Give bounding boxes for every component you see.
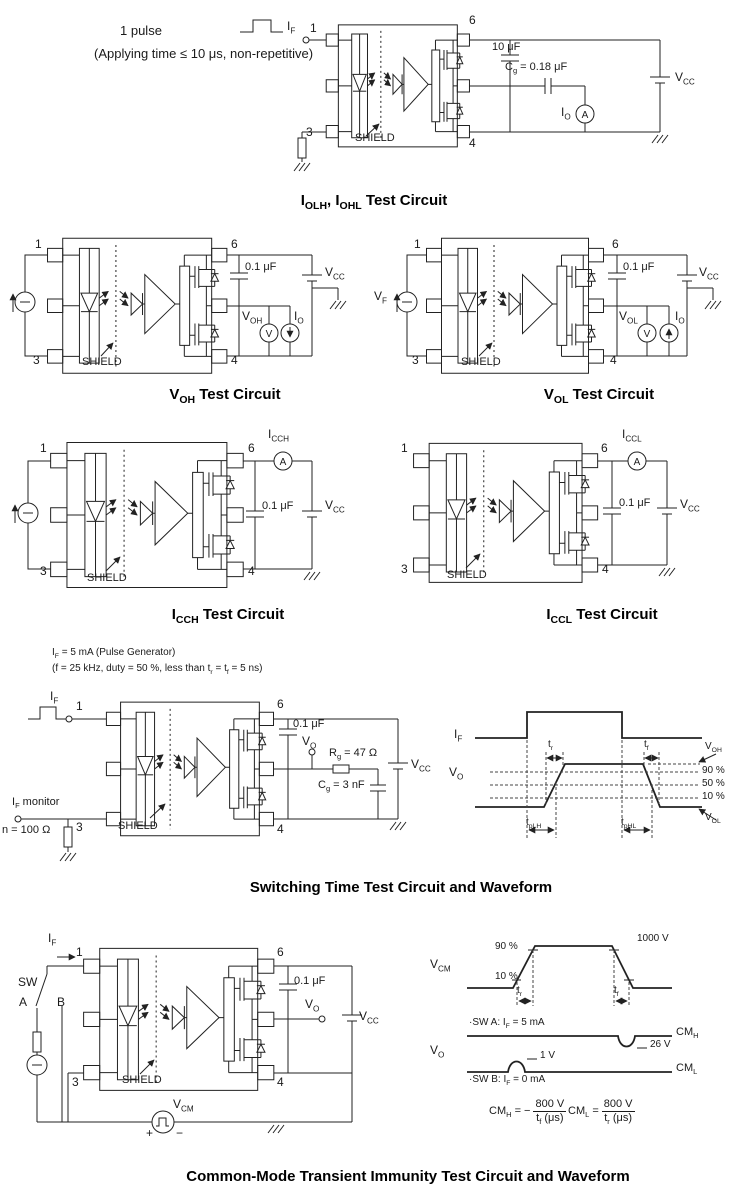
vcc-label: $V_{CC}$ [675, 70, 695, 87]
vol-circuit-drawing [397, 238, 721, 373]
optocoupler-package [414, 443, 598, 582]
condition-line1: $I_F = 5$ mA (Pulse Generator) [52, 647, 176, 660]
v1000-label: 1000 V [637, 933, 669, 944]
cap-01uF-label: 0.1 μF [245, 261, 277, 273]
vcc-battery-icon [677, 255, 697, 356]
ground-icon [652, 135, 668, 143]
pin1-label: 1 [401, 441, 408, 455]
pin3-label: 3 [33, 353, 40, 367]
pin3-label: 3 [401, 562, 408, 576]
if-monitor-terminal-icon [15, 816, 21, 822]
cap-01uF-label: 0.1 μF [623, 261, 655, 273]
pin4-label: 4 [248, 564, 255, 578]
pin6-label: 6 [612, 237, 619, 251]
resistor-icon [33, 1032, 41, 1052]
vol-label: $V_{OL}$ [619, 309, 638, 326]
shield-label: SHIELD [118, 820, 158, 832]
vcc-label: $V_{CC}$ [359, 1009, 379, 1026]
ammeter-letter: A [279, 457, 287, 468]
iccl-caption: $I_{CCL}$ Test Circuit [546, 606, 658, 626]
cap-10uF-label: 10 μF [492, 41, 521, 53]
pin1-label: 1 [310, 21, 317, 35]
if-label: $I_F$ [50, 689, 59, 706]
shield-label: SHIELD [82, 356, 122, 368]
cg-label: $C_g = 3$ nF [318, 779, 365, 794]
optocoupler-package [427, 238, 604, 373]
shield-label: SHIELD [87, 572, 127, 584]
common-mode-caption: Common-Mode Transient Immunity Test Circuit and Waveform [186, 1168, 630, 1185]
pin1-label: 1 [76, 945, 83, 959]
vcm-label: $V_{CM}$ [173, 1097, 194, 1114]
plus-label: + [146, 1126, 154, 1140]
capacitor-01uF-icon [603, 461, 621, 565]
voh-caption: $V_{OH}$ Test Circuit [169, 386, 281, 406]
vf-label: $V_F$ [374, 289, 387, 306]
condition-line2: (f = 25 kHz, duty = 50 %, less than $t_r = t_f = 5$ ns) [52, 663, 263, 676]
sw-a-condition-label: ·SW A: $I_F = 5$ mA [469, 1017, 545, 1030]
pin4-label: 4 [277, 822, 284, 836]
vcc-label: $V_{CC}$ [699, 265, 719, 282]
vcc-battery-icon [302, 255, 322, 356]
ground-icon [294, 163, 310, 171]
shield-label: SHIELD [122, 1074, 162, 1086]
if-label: $I_F$ [48, 931, 57, 948]
tplh-label: $t_{pLH}$ [526, 817, 542, 830]
iccl-label: $I_{CCL}$ [622, 427, 642, 444]
minus-label: − [176, 1126, 184, 1140]
if-label: $I_F$ [287, 19, 296, 36]
sw-b-condition-label: ·SW B: $I_F = 0$ mA [469, 1074, 546, 1087]
shield-pointer-arrow [150, 804, 165, 818]
optocoupler-package [106, 702, 273, 836]
icch-circuit-drawing [15, 443, 322, 588]
pin6-label: 6 [601, 441, 608, 455]
level-50-label: 50 % [702, 778, 725, 789]
cap-01uF-label: 0.1 μF [293, 718, 325, 730]
cmh-label: $CM_H$ [676, 1026, 699, 1041]
vcc-battery-icon [342, 966, 362, 1122]
ground-icon [268, 1125, 284, 1133]
cmh-formula: $CM_H$ = − $\frac{800 V}{t_f (\mu s)}$ [489, 1098, 565, 1126]
wf-if-label: $I_F$ [454, 727, 463, 744]
pulse-note-line2: (Applying time ≤ 10 μs, non-repetitive) [94, 46, 314, 61]
pin6-label: 6 [248, 441, 255, 455]
tphl-label: $t_{pHL}$ [621, 817, 637, 830]
vo-probe-terminal-icon [319, 1016, 325, 1022]
level-90-label: 90 % [702, 765, 725, 776]
tf-label: $t_f$ [614, 985, 619, 998]
level-10-label: 10 % [702, 791, 725, 802]
vcc-label: $V_{CC}$ [325, 265, 345, 282]
input-terminal-icon [66, 716, 72, 722]
pin4-label: 4 [277, 1075, 284, 1089]
icch-caption: $I_{CCH}$ Test Circuit [171, 606, 285, 626]
tr-label: $t_r$ [517, 985, 523, 998]
pin6-label: 6 [469, 13, 476, 27]
shield-label: SHIELD [461, 356, 501, 368]
pulse-waveform-icon [28, 707, 66, 719]
cg-label: $C_g = 0.18$ μF [505, 61, 568, 76]
pin1-label: 1 [414, 237, 421, 251]
io-label: $I_O$ [675, 309, 685, 326]
pin4-label: 4 [610, 353, 617, 367]
vcm-source-icon [152, 1111, 174, 1133]
shield-label: SHIELD [355, 132, 395, 144]
pin3-label: 3 [306, 125, 313, 139]
vcc-label: $V_{CC}$ [325, 498, 345, 515]
resistor-icon [64, 827, 72, 847]
cml-trace [467, 1062, 672, 1073]
voltmeter-letter: V [265, 329, 273, 340]
switching-waveform-drawing [475, 712, 716, 838]
ground-icon [659, 568, 675, 576]
ground-icon [330, 301, 346, 309]
v1-label: 1 V [540, 1050, 556, 1061]
level-10-label: 10 % [495, 971, 518, 982]
optocoupler-package [48, 238, 227, 373]
cap-01uF-label: 0.1 μF [294, 975, 326, 987]
vcc-battery-icon [650, 40, 670, 132]
level-90-label: 90 % [495, 941, 518, 952]
if-trace [475, 712, 702, 738]
pin1-label: 1 [40, 441, 47, 455]
pin3-label: 3 [40, 564, 47, 578]
tf-label: $t_f$ [644, 739, 649, 752]
io-label: $I_O$ [294, 309, 304, 326]
shield-pointer-arrow [140, 1060, 154, 1074]
pin3-label: 3 [412, 353, 419, 367]
cml-formula: $CM_L$ = $\frac{800 V}{t_r (\mu s)}$ [568, 1098, 633, 1126]
switch-blade-icon [36, 974, 47, 1006]
vo-label: $V_O$ [302, 734, 317, 751]
vol-level-label: $V_{OL}$ [705, 812, 721, 825]
vo-label: $V_O$ [305, 997, 320, 1014]
cg-capacitor-icon [370, 769, 386, 819]
icch-label: $I_{CCH}$ [268, 427, 290, 444]
pin4-label: 4 [602, 562, 609, 576]
optocoupler-package [51, 443, 244, 588]
ground-icon [60, 853, 76, 861]
ground-icon [304, 572, 320, 580]
vcc-label: $V_{CC}$ [680, 497, 700, 514]
resistor-icon [298, 138, 306, 158]
voh-pointer-arrow [699, 754, 716, 762]
switch-pos-b-label: B [57, 995, 66, 1009]
ammeter-letter: A [581, 110, 589, 121]
capacitor-01uF-icon [246, 461, 264, 569]
cmh-trace [467, 1036, 672, 1047]
pin6-label: 6 [277, 945, 284, 959]
pin4-label: 4 [231, 353, 238, 367]
optocoupler-package [326, 25, 469, 147]
shield-label: SHIELD [447, 569, 487, 581]
voh-label: $V_{OH}$ [242, 309, 263, 326]
pin3-label: 3 [76, 820, 83, 834]
switch-pos-a-label: A [19, 995, 28, 1009]
n-100ohm-label: n = 100 Ω [2, 824, 51, 836]
vcc-battery-icon [388, 719, 408, 819]
cap-01uF-label: 0.1 μF [619, 497, 651, 509]
pin1-label: 1 [76, 699, 83, 713]
voh-level-label: $V_{OH}$ [705, 741, 722, 754]
voh-circuit-drawing [13, 238, 346, 373]
wf-vcm-label: $V_{CM}$ [430, 957, 451, 974]
shield-pointer-arrow [466, 554, 480, 568]
vcc-battery-icon [657, 461, 677, 565]
vcc-label: $V_{CC}$ [411, 757, 431, 774]
pulse-waveform-icon [240, 20, 283, 32]
pin6-label: 6 [277, 697, 284, 711]
rg-label: $R_g = 47$ Ω [329, 747, 378, 762]
io-label: $I_O$ [561, 105, 571, 122]
tr-label: $t_r$ [548, 739, 554, 752]
v26-label: 26 V [650, 1039, 671, 1050]
pulse-note-line1: 1 pulse [120, 23, 162, 38]
wf-vo-label: $V_O$ [430, 1043, 445, 1060]
shield-pointer-arrow [479, 343, 492, 356]
pin6-label: 6 [231, 237, 238, 251]
cap-01uF-label: 0.1 μF [262, 500, 294, 512]
rg-resistor-icon [333, 765, 349, 773]
common-mode-waveform-drawing [467, 946, 672, 1072]
vcc-battery-icon [302, 461, 322, 569]
ground-icon [705, 301, 721, 309]
pin1-label: 1 [35, 237, 42, 251]
pin4-label: 4 [469, 136, 476, 150]
input-terminal-icon [303, 37, 309, 43]
shield-pointer-arrow [101, 343, 113, 356]
pin3-label: 3 [72, 1075, 79, 1089]
switching-caption: Switching Time Test Circuit and Waveform [249, 879, 553, 896]
iolh-iohl-caption: $I_{OLH}$, $I_{OHL}$ Test Circuit [300, 192, 448, 212]
shield-pointer-arrow [106, 557, 120, 571]
voltmeter-letter: V [643, 329, 651, 340]
if-monitor-label: $I_F$ monitor [12, 796, 60, 811]
vol-caption: $V_{OL}$ Test Circuit [543, 386, 655, 406]
optocoupler-package [84, 948, 274, 1090]
wf-vo-label: $V_O$ [449, 765, 464, 782]
ground-icon [390, 822, 406, 830]
ammeter-letter: A [633, 457, 641, 468]
iolh-iohl-circuit-drawing [240, 20, 670, 171]
switch-label: SW [18, 975, 38, 989]
cml-label: $CM_L$ [676, 1062, 698, 1077]
